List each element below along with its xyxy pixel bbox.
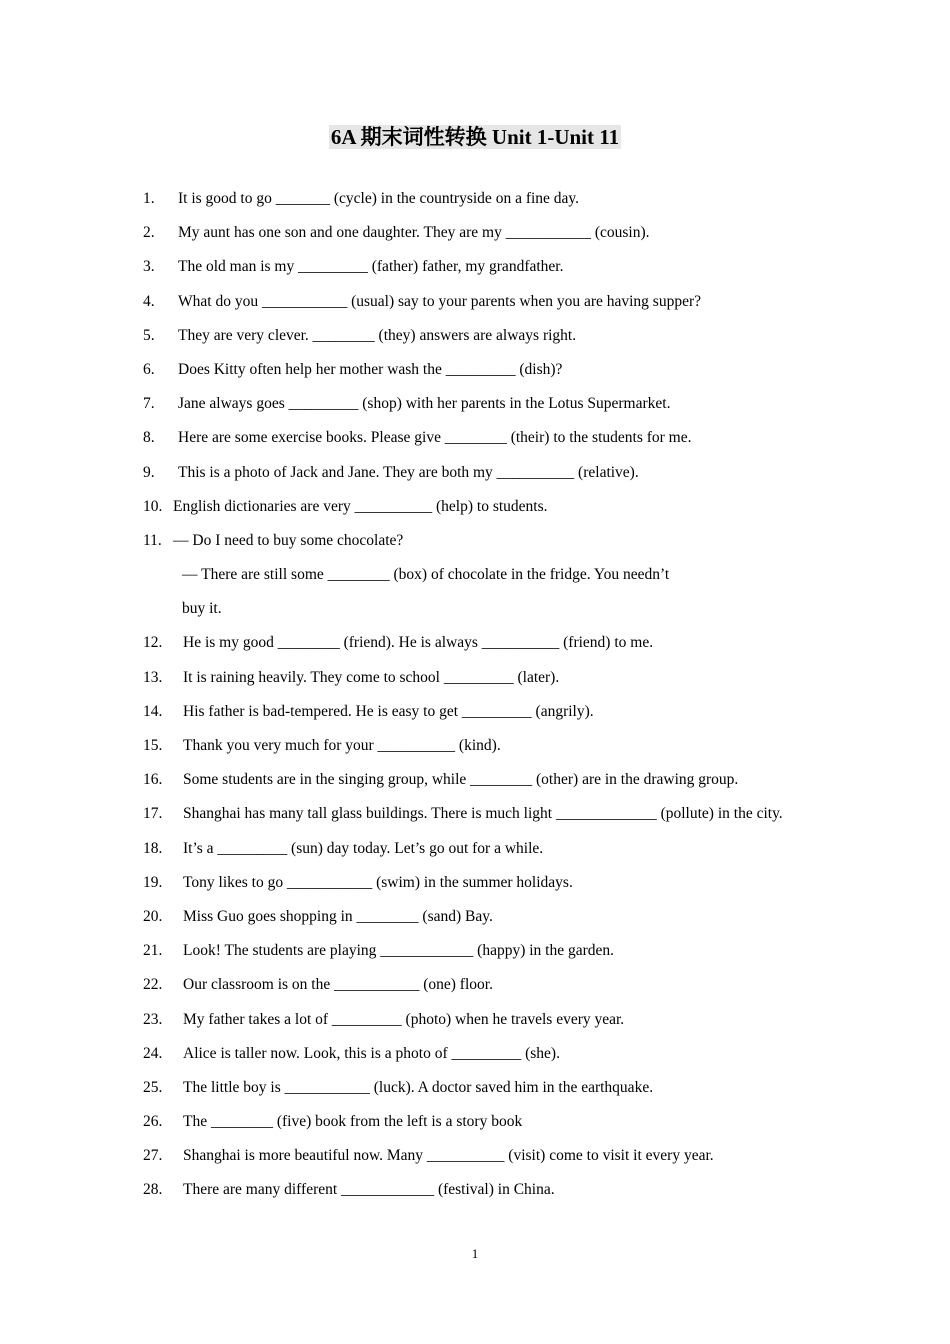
question-item: [143, 630, 863, 664]
question-item: [143, 836, 863, 870]
question-text: — There are still some ________ (box) of chocolate in the fridge. You needn’t: [182, 566, 670, 584]
question-item: [143, 972, 863, 1006]
question-item: [143, 391, 863, 425]
question-text: Some students are in the singing group, while ________ (other) are in the drawing group.: [183, 771, 739, 789]
question-number: 12.: [143, 634, 163, 652]
question-number: 5.: [143, 326, 155, 344]
question-text: buy it.: [182, 600, 222, 618]
question-item: [143, 357, 863, 391]
question-number: 21.: [143, 942, 163, 960]
question-number: 13.: [143, 668, 163, 686]
question-text: It is raining heavily. They come to school _________ (later).: [183, 668, 560, 686]
question-text: Tony likes to go ___________ (swim) in the summer holidays.: [183, 873, 573, 891]
question-item: [143, 904, 863, 938]
question-text: They are very clever. ________ (they) answers are always right.: [178, 326, 577, 344]
question-item: [143, 1143, 863, 1177]
question-text: My aunt has one son and one daughter. They are my ___________ (cousin).: [178, 224, 650, 242]
question-number: 17.: [143, 805, 163, 823]
question-text: It’s a _________ (sun) day today. Let’s go out for a while.: [183, 839, 544, 857]
question-item: [143, 1075, 863, 1109]
question-number: 4.: [143, 292, 155, 310]
question-text: There are many different ____________ (festival) in China.: [183, 1181, 555, 1199]
question-text: Does Kitty often help her mother wash the _________ (dish)?: [178, 360, 563, 378]
question-number: 8.: [143, 429, 155, 447]
question-text: Look! The students are playing ____________ (happy) in the garden.: [183, 942, 615, 960]
question-item: [143, 1177, 863, 1211]
question-number: 1.: [143, 190, 155, 207]
question-number: 25.: [143, 1078, 163, 1096]
question-text: Thank you very much for your __________ (kind).: [183, 737, 501, 754]
question-text: Shanghai has many tall glass buildings. There is much light _____________ (pollute) in the city.: [183, 805, 783, 823]
question-number: 27.: [143, 1147, 163, 1165]
question-text: It is good to go _______ (cycle) in the countryside on a fine day.: [178, 190, 580, 207]
question-item: [143, 323, 863, 357]
question-text: What do you ___________ (usual) say to your parents when you are having supper?: [178, 292, 702, 310]
question-list: [143, 186, 863, 1212]
question-item: [143, 494, 863, 528]
question-number: 28.: [143, 1181, 163, 1199]
question-number: 15.: [143, 737, 163, 754]
question-number: 16.: [143, 771, 163, 789]
question-item: [143, 425, 863, 459]
page-title: [0, 122, 950, 152]
question-text: English dictionaries are very __________ (help) to students.: [173, 497, 548, 515]
question-text: Miss Guo goes shopping in ________ (sand) Bay.: [183, 907, 493, 925]
question-number: 23.: [143, 1010, 163, 1028]
question-item: [143, 733, 863, 767]
question-number: 9.: [143, 463, 155, 481]
question-text: His father is bad-tempered. He is easy to get _________ (angrily).: [183, 702, 594, 720]
question-number: 19.: [143, 873, 163, 891]
question-number: 26.: [143, 1113, 163, 1131]
question-item: [143, 699, 863, 733]
question-text: Alice is taller now. Look, this is a photo of _________ (she).: [183, 1044, 560, 1062]
question-text: Here are some exercise books. Please give ________ (their) to the students for me.: [178, 429, 692, 447]
question-item: [143, 938, 863, 972]
page-title-text: 6A 期末词性转换 Unit 1-Unit 11: [330, 125, 620, 149]
question-text: The old man is my _________ (father) father, my grandfather.: [178, 258, 564, 276]
question-item: [143, 665, 863, 699]
question-item: [143, 528, 863, 562]
question-number: 22.: [143, 976, 163, 994]
question-item: [143, 596, 863, 630]
question-item: [143, 767, 863, 801]
question-number: 18.: [143, 839, 163, 857]
question-number: 10.: [143, 497, 163, 515]
question-item: [143, 801, 863, 835]
question-number: 7.: [143, 395, 155, 413]
question-number: 3.: [143, 258, 155, 276]
question-number: 20.: [143, 907, 163, 925]
question-number: 24.: [143, 1044, 163, 1062]
question-item: [143, 289, 863, 323]
question-text: Jane always goes _________ (shop) with her parents in the Lotus Supermarket.: [178, 395, 671, 413]
question-item: [143, 1109, 863, 1143]
question-text: The ________ (five) book from the left is a story book: [183, 1113, 523, 1131]
question-text: — Do I need to buy some chocolate?: [173, 531, 404, 549]
question-item: [143, 254, 863, 288]
question-item: [143, 460, 863, 494]
question-item: [143, 220, 863, 254]
question-item: [143, 870, 863, 904]
question-item: [143, 1041, 863, 1075]
question-text: My father takes a lot of _________ (photo) when he travels every year.: [183, 1010, 625, 1028]
question-text: The little boy is ___________ (luck). A doctor saved him in the earthquake.: [183, 1078, 654, 1096]
question-text: He is my good ________ (friend). He is always __________ (friend) to me.: [183, 634, 654, 652]
question-text: Shanghai is more beautiful now. Many __________ (visit) come to visit it every year.: [183, 1147, 714, 1165]
question-item: [143, 562, 863, 596]
page-number: 1: [471, 1246, 479, 1261]
question-item: [143, 1007, 863, 1041]
question-text: This is a photo of Jack and Jane. They are both my __________ (relative).: [178, 463, 639, 481]
question-text: Our classroom is on the ___________ (one) floor.: [183, 976, 493, 994]
question-number: 2.: [143, 224, 155, 242]
question-item: [143, 186, 863, 220]
question-number: 6.: [143, 360, 155, 378]
question-number: 11.: [143, 531, 162, 549]
question-number: 14.: [143, 702, 163, 720]
